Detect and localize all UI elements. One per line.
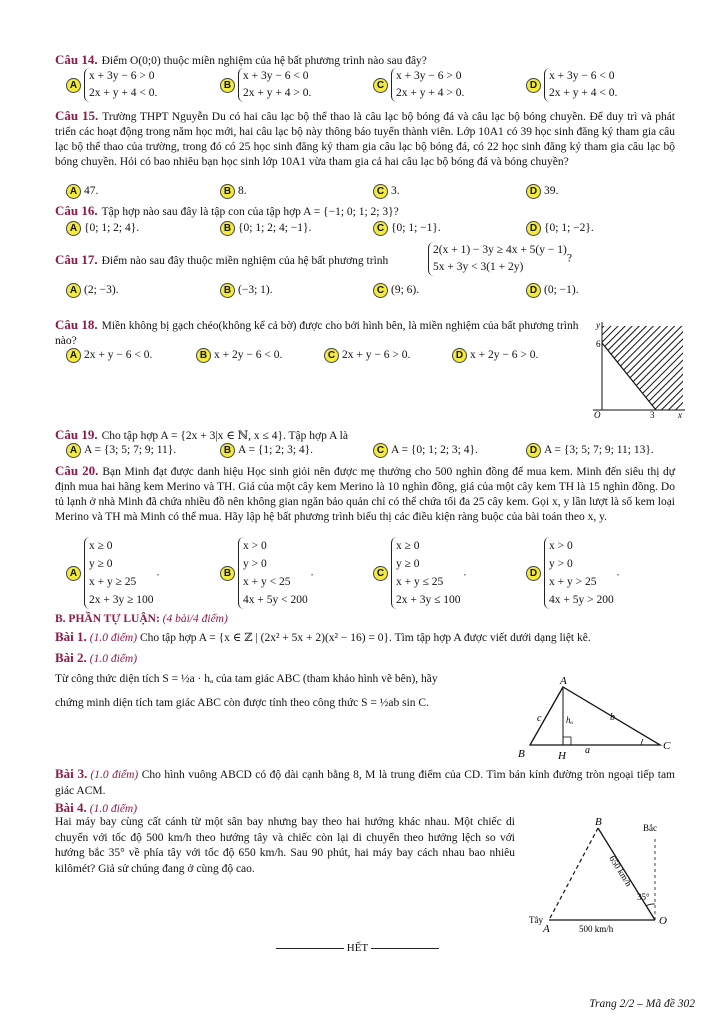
angle-c-mark xyxy=(641,739,643,745)
question-number: Câu 15. xyxy=(55,108,99,123)
option-c[interactable]: C (9; 6). xyxy=(373,283,419,298)
triangle-abc xyxy=(530,687,660,745)
x-axis-label: x xyxy=(678,410,682,420)
question-text: Điểm O(0;0) thuộc miền nghiệm của hệ bất phương trình nào sau đây? xyxy=(101,55,427,67)
option-a[interactable]: A A = {3; 5; 7; 9; 11}. xyxy=(66,443,176,458)
angle-mark xyxy=(646,904,655,906)
question-number: Câu 18. xyxy=(55,317,98,332)
distance-line xyxy=(549,828,598,920)
question-text: Bạn Minh đạt được danh hiệu Học sinh giỏi nên được mẹ thưởng cho 500 nghìn đồng để mua kem. Minh đến siêu thị dự định mua hai hãng kem Merino và TH. Giá của một cây kem Merino là 10 nghìn đồng, giá của một cây kem TH là 15 nghìn đồng. Do tủ lạnh ở nhà Minh đã chứa nhiều đồ nên không gian ngăn bảo quản chỉ có thể chứa tối đa 25 cây kem. Gọi x, y lần lượt là số kem loại Merino và TH mà Minh có thể mua. Hãy lập hệ bất phương trình biểu thị các điều kiện ràng buộc của bài toán theo x, y. xyxy=(55,466,676,523)
bai-2: Bài 2. (1.0 điểm) xyxy=(55,650,138,665)
question-14 xyxy=(55,52,675,69)
vertex-a: A xyxy=(560,675,567,687)
option-c[interactable]: C {0; 1; −1}. xyxy=(373,221,441,236)
question-number: Câu 14. xyxy=(55,52,98,67)
bai-2-text2: chứng minh diện tích tam giác ABC còn được tính theo công thức S = ½ab sin C. xyxy=(55,697,429,709)
section-heading: B. PHẦN TỰ LUẬN: (4 bài/4 điểm) xyxy=(55,613,228,625)
option-d[interactable]: Dx + 3y − 6 < 0 2x + y + 4 < 0. xyxy=(526,68,617,102)
option-a[interactable]: A 2x + y − 6 < 0. xyxy=(66,348,152,363)
question-number: Câu 19. xyxy=(55,427,98,442)
option-a[interactable]: Ax ≥ 0 y ≥ 0 x + y ≥ 25 2x + 3y ≥ 100 . xyxy=(66,537,159,609)
speed-west-label: 500 km/h xyxy=(579,924,614,934)
point-b: B xyxy=(595,816,602,828)
option-b[interactable]: B (−3; 1). xyxy=(220,283,273,298)
option-a[interactable]: A 47. xyxy=(66,184,98,199)
angle-label: 35° xyxy=(637,892,650,902)
x-tick-label: 3 xyxy=(650,410,655,420)
side-c: c xyxy=(537,713,542,724)
option-c[interactable]: C A = {0; 1; 2; 3; 4}. xyxy=(373,443,478,458)
side-b: b xyxy=(610,712,615,723)
option-b[interactable]: B x + 2y − 6 < 0. xyxy=(196,348,282,363)
option-b[interactable]: B {0; 1; 2; 4; −1}. xyxy=(220,221,311,236)
triangle-figure xyxy=(510,675,675,765)
planes-figure xyxy=(525,816,675,938)
option-a[interactable]: A (2; −3). xyxy=(66,283,119,298)
question-text: Tập hợp nào sau đây là tập con của tập hợp A = {−1; 0; 1; 2; 3}? xyxy=(101,206,399,218)
y-axis-label: y xyxy=(596,320,600,330)
bai-4-text: Hai máy bay cùng cất cánh từ một sân bay nhưng bay theo hai hướng khác nhau. Một chiếc di chuyển với tốc độ 500 km/h theo hướng tây và chiếc còn lại di chuyển theo hướng lệch so với hướng bắc 35° về phía tây với tốc độ 650 km/h. Sau 90 phút, hai máy bay cách nhau bao nhiêu kilômét? Giả sử chúng đang ở cùng độ cao. xyxy=(55,816,515,875)
side-a: a xyxy=(585,745,590,756)
option-c[interactable]: C 3. xyxy=(373,184,400,199)
page-footer: Trang 2/2 – Mã đề 302 xyxy=(589,998,695,1010)
option-d[interactable]: D (0; −1). xyxy=(526,283,579,298)
option-d[interactable]: D 39. xyxy=(526,184,558,199)
option-d[interactable]: Dx > 0 y > 0 x + y > 25 4x + 5y > 200 . xyxy=(526,537,619,609)
option-a[interactable]: Ax + 3y − 6 > 0 2x + y + 4 < 0. xyxy=(66,68,157,102)
question-15 xyxy=(55,108,675,170)
bai-1: Bài 1. (1.0 điểm) Cho tập hợp A = {x ∈ ℤ | (2x² + 5x + 2)(x² − 16) = 0}. Tìm tập hợp A được viết dưới dạng liệt kê. xyxy=(55,629,591,644)
option-b[interactable]: B 8. xyxy=(220,184,247,199)
question-number: Câu 17. xyxy=(55,252,98,267)
question-16 xyxy=(55,203,675,220)
question-18 xyxy=(55,317,585,349)
option-c[interactable]: Cx ≥ 0 y ≥ 0 x + y ≤ 25 2x + 3y ≤ 100 . xyxy=(373,537,466,609)
hatched-region xyxy=(602,326,683,410)
question-19 xyxy=(55,427,675,444)
question-number: Câu 16. xyxy=(55,203,98,218)
option-d[interactable]: D x + 2y − 6 > 0. xyxy=(452,348,538,363)
west-label: Tây xyxy=(529,915,543,925)
point-a: A xyxy=(543,923,550,935)
right-angle-mark xyxy=(563,737,571,745)
q18-region-graph xyxy=(588,320,688,420)
option-a[interactable]: A {0; 1; 2; 4}. xyxy=(66,221,139,236)
altitude-label: hₐ xyxy=(566,715,574,725)
bai-2-text: Từ công thức diện tích S = ½a · hₐ của tam giác ABC (tham khảo hình vẽ bên), hãy xyxy=(55,673,438,685)
y-tick-label: 6 xyxy=(596,339,601,349)
option-c[interactable]: C 2x + y − 6 > 0. xyxy=(324,348,410,363)
vertex-c: C xyxy=(663,740,671,752)
origin-label: O xyxy=(594,410,601,420)
question-17 xyxy=(55,252,675,269)
bai-4: Bài 4. (1.0 điểm) xyxy=(55,800,138,815)
option-d[interactable]: D {0; 1; −2}. xyxy=(526,221,594,236)
north-label: Bắc xyxy=(643,823,657,833)
end-marker: HẾT xyxy=(276,942,439,954)
q17-system: 2(x + 1) − 3y ≥ 4x + 5(y − 1) 5x + 3y < 3(1 + 2y)? xyxy=(428,242,572,276)
question-text: Điểm nào sau đây thuộc miền nghiệm của hệ bất phương trình xyxy=(101,255,389,267)
question-text: Cho tập hợp A = {2x + 3|x ∈ ℕ, x ≤ 4}. Tập hợp A là xyxy=(101,430,348,442)
foot-h: H xyxy=(558,750,566,762)
option-c[interactable]: Cx + 3y − 6 > 0 2x + y + 4 > 0. xyxy=(373,68,464,102)
question-number: Câu 20. xyxy=(55,463,99,478)
speed-nw-label: 650 km/h xyxy=(607,853,634,889)
vertex-b: B xyxy=(518,748,525,760)
option-b[interactable]: B A = {1; 2; 3; 4}. xyxy=(220,443,313,458)
bai-3: Bài 3. (1.0 điểm) Cho hình vuông ABCD có độ dài cạnh bằng 8, M là trung điểm của CD. Tìm bán kính đường tròn ngoại tiếp tam giác ACM. xyxy=(55,766,675,797)
point-o: O xyxy=(659,915,667,927)
question-text: Trường THPT Nguyễn Du có hai câu lạc bộ thể thao là câu lạc bộ bóng đá và câu lạc bộ bóng chuyền. Để duy trì và phát triển các hoạt động trong năm học mới, hai câu lạc bộ này thông báo tuyển thành viên. Lớp 10A1 có 39 học sinh đăng ký tham gia câu lạc bộ thể thao của trường, trong đó có 25 học sinh đăng ký tham gia câu lạc bộ bóng đá, có 22 học sinh đăng ký tham gia câu lạc bộ bóng chuyền. Hỏi có bao nhiêu bạn học sinh lớp 10A1 vừa tham gia cả hai câu lạc bộ bóng đá và bóng chuyền? xyxy=(55,111,676,168)
question-20 xyxy=(55,463,675,525)
option-b[interactable]: Bx > 0 y > 0 x + y < 25 4x + 5y < 200 . xyxy=(220,537,313,609)
option-d[interactable]: D A = {3; 5; 7; 9; 11; 13}. xyxy=(526,443,654,458)
option-b[interactable]: Bx + 3y − 6 < 0 2x + y + 4 > 0. xyxy=(220,68,311,102)
question-text: Miền không bị gạch chéo(không kể cả bờ) được cho bởi hình bên, là miền nghiệm của bất phương trình nào? xyxy=(55,320,579,347)
